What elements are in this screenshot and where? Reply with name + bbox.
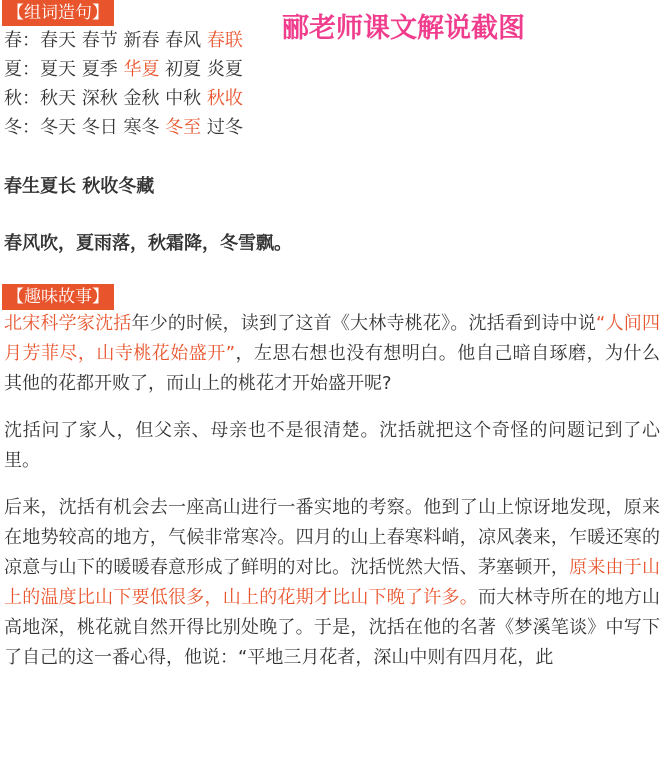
word-plain: 春天 春节 新春 春风 bbox=[40, 30, 207, 51]
section-label-words: 【组词造句】 bbox=[2, 0, 114, 26]
story-text-span: 而大林寺所在的地方山高地深，桃花就自然开得比别处晚了。于是，沈括在他的名著《梦溪笔谈》中写下了自己的这一番心得，他说：“平地三月花者，深山中则有四月花，此 bbox=[4, 587, 661, 668]
word-highlight: 秋收 bbox=[206, 88, 243, 109]
word-head: 秋： bbox=[4, 88, 40, 109]
story-highlight: 原来由于山上的温度比山下要低很多，山上的花期才比山下晚了许多。 bbox=[4, 557, 661, 608]
word-line-spring bbox=[4, 26, 243, 55]
word-plain: 夏天 夏季 bbox=[40, 59, 124, 80]
word-line-summer bbox=[4, 55, 243, 84]
story-text-span: ，左思右想也没有想明白。他自己暗自琢磨，为什么其他的花都开败了，而山上的桃花才开始盛开呢? bbox=[4, 343, 661, 394]
story-paragraph-3 bbox=[4, 493, 660, 673]
word-head: 冬： bbox=[4, 117, 40, 138]
word-head: 春： bbox=[4, 30, 40, 51]
phrase-line-1: 春生夏长 秋收冬藏 bbox=[4, 176, 155, 197]
word-list bbox=[4, 26, 243, 142]
story-text-span: 沈括问了家人，但父亲、母亲也不是很清楚。沈括就把这个奇怪的问题记到了心里。 bbox=[4, 420, 660, 471]
word-after: 过冬 bbox=[201, 117, 243, 138]
story-highlight: 北宋科学家沈括 bbox=[4, 313, 132, 334]
word-line-winter bbox=[4, 113, 243, 142]
word-plain: 冬天 冬日 寒冬 bbox=[40, 117, 166, 138]
word-line-autumn bbox=[4, 84, 243, 113]
story-paragraph-1 bbox=[4, 309, 660, 399]
word-head: 夏： bbox=[4, 59, 40, 80]
phrase-line-2: 春风吹，夏雨落，秋霜降，冬雪飘。 bbox=[4, 233, 292, 254]
section-label-story: 【趣味故事】 bbox=[2, 284, 114, 310]
story-text bbox=[4, 309, 660, 690]
word-plain: 秋天 深秋 金秋 中秋 bbox=[40, 88, 207, 109]
story-quote: “人间四月芳菲尽，山寺桃花始盛开” bbox=[4, 313, 661, 364]
watermark: 郦老师课文解说截图 bbox=[282, 13, 525, 44]
word-after: 初夏 炎夏 bbox=[159, 59, 243, 80]
word-highlight: 华夏 bbox=[123, 59, 160, 80]
word-highlight: 冬至 bbox=[165, 117, 202, 138]
story-paragraph-2 bbox=[4, 416, 660, 476]
story-text-span: 年少的时候，读到了这首《大林寺桃花》。沈括看到诗中说 bbox=[131, 313, 597, 334]
word-highlight: 春联 bbox=[206, 30, 243, 51]
story-text-span: 后来，沈括有机会去一座高山进行一番实地的考察。他到了山上惊讶地发现，原来在地势较高的地方，气候非常寒冷。四月的山上春寒料峭，凉风袭来，乍暖还寒的凉意与山下的暖暖春意形成了鲜明的对比。沈括恍然大悟、茅塞顿开， bbox=[4, 497, 660, 578]
